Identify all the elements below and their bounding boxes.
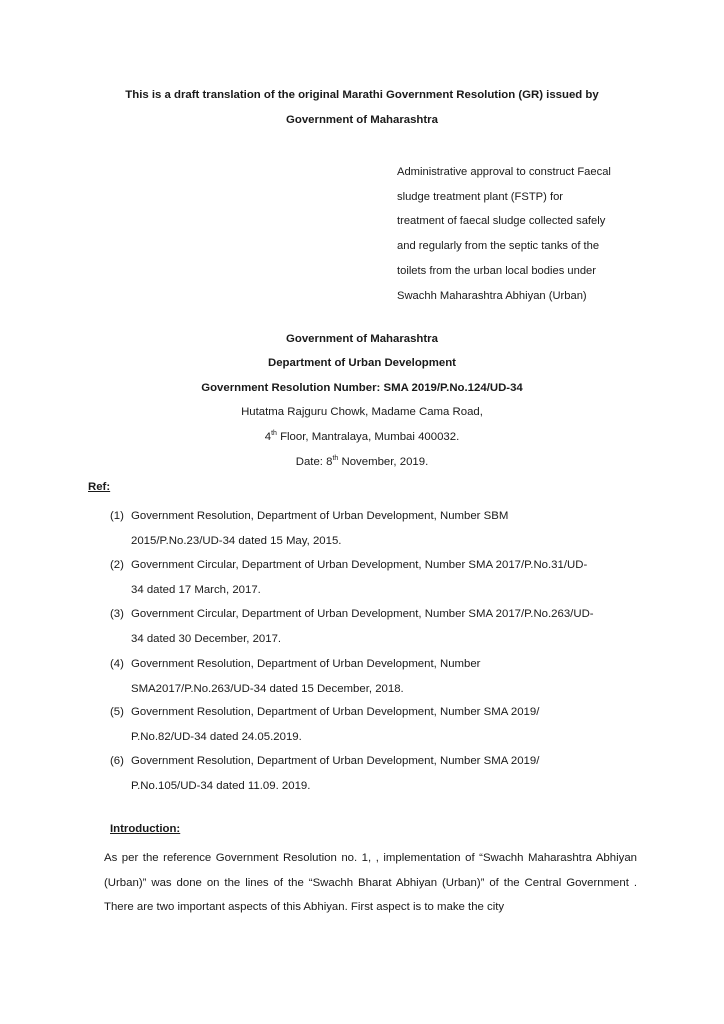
reference-line: 2015/P.No.23/UD-34 dated 15 May, 2015. bbox=[131, 534, 342, 547]
reference-line: P.No.82/UD-34 dated 24.05.2019. bbox=[131, 730, 302, 743]
reference-text bbox=[131, 504, 641, 553]
subject-block bbox=[397, 160, 647, 308]
resolution-date bbox=[0, 456, 724, 468]
reference-number: (3) bbox=[110, 608, 124, 620]
translation-note-line1: This is a draft translation of the original Marathi Government Resolution (GR) issued by bbox=[125, 89, 599, 101]
reference-line: Government Resolution, Department of Urban Development, Number SMA 2019/ bbox=[131, 755, 540, 767]
subject-line: toilets from the urban local bodies under bbox=[397, 264, 597, 277]
reference-line: SMA2017/P.No.263/UD-34 dated 15 December, 2018. bbox=[131, 682, 404, 695]
issuer-department: Department of Urban Development bbox=[268, 357, 456, 369]
reference-number: (1) bbox=[110, 510, 124, 522]
reference-line: Government Circular, Department of Urban Development, Number SMA 2017/P.No.31/UD- bbox=[131, 559, 588, 571]
subject-line: Administrative approval to construct Faecal bbox=[397, 166, 611, 178]
introduction-paragraph: As per the reference Government Resolution no. 1, , implementation of “Swachh Maharashtra Abhiyan (Urban)” was done on the lines of the “Swachh Bharat Abhiyan (Urban)” of the Central Government . There are two important aspects of this Abhiyan. First aspect is to make the city bbox=[104, 852, 637, 914]
subject-line: and regularly from the septic tanks of the bbox=[397, 240, 600, 253]
reference-line: P.No.105/UD-34 dated 11.09. 2019. bbox=[131, 779, 311, 792]
reference-line: Government Resolution, Department of Urban Development, Number bbox=[131, 658, 481, 670]
floor-rest: Floor, Mantralaya, Mumbai 400032. bbox=[276, 431, 460, 443]
date-rest: November, 2019. bbox=[338, 456, 429, 468]
reference-number: (2) bbox=[110, 559, 124, 571]
reference-line: Government Resolution, Department of Urban Development, Number SBM bbox=[131, 510, 509, 522]
reference-number: (6) bbox=[110, 755, 124, 767]
references-title: Ref: bbox=[88, 481, 111, 493]
introduction-title: Introduction: bbox=[110, 823, 181, 835]
subject-line: Swachh Maharashtra Abhiyan (Urban) bbox=[397, 289, 587, 302]
date-suffix: th bbox=[332, 455, 339, 463]
reference-line: 34 dated 17 March, 2017. bbox=[131, 583, 261, 596]
issuer-government: Government of Maharashtra bbox=[286, 333, 438, 345]
reference-line: Government Circular, Department of Urban Development, Number SMA 2017/P.No.263/UD- bbox=[131, 608, 594, 620]
address-line1: Hutatma Rajguru Chowk, Madame Cama Road, bbox=[241, 406, 483, 418]
reference-text bbox=[131, 553, 641, 602]
reference-number: (5) bbox=[110, 706, 124, 718]
reference-number: (4) bbox=[110, 658, 124, 670]
floor-number: 4 bbox=[264, 431, 272, 443]
address-line2 bbox=[0, 431, 724, 443]
date-prefix: Date: 8 bbox=[295, 456, 333, 468]
reference-text bbox=[131, 749, 641, 798]
floor-suffix: th bbox=[271, 430, 277, 438]
reference-text bbox=[131, 652, 641, 701]
subject-line: sludge treatment plant (FSTP) for bbox=[397, 190, 564, 203]
reference-text bbox=[131, 602, 641, 651]
reference-line: Government Resolution, Department of Urban Development, Number SMA 2019/ bbox=[131, 706, 540, 718]
reference-text bbox=[131, 700, 641, 749]
reference-line: 34 dated 30 December, 2017. bbox=[131, 632, 282, 645]
translation-note-line2: Government of Maharashtra bbox=[286, 114, 438, 126]
subject-line: treatment of faecal sludge collected safely bbox=[397, 215, 606, 228]
gr-number: Government Resolution Number: SMA 2019/P.No.124/UD-34 bbox=[201, 382, 523, 394]
